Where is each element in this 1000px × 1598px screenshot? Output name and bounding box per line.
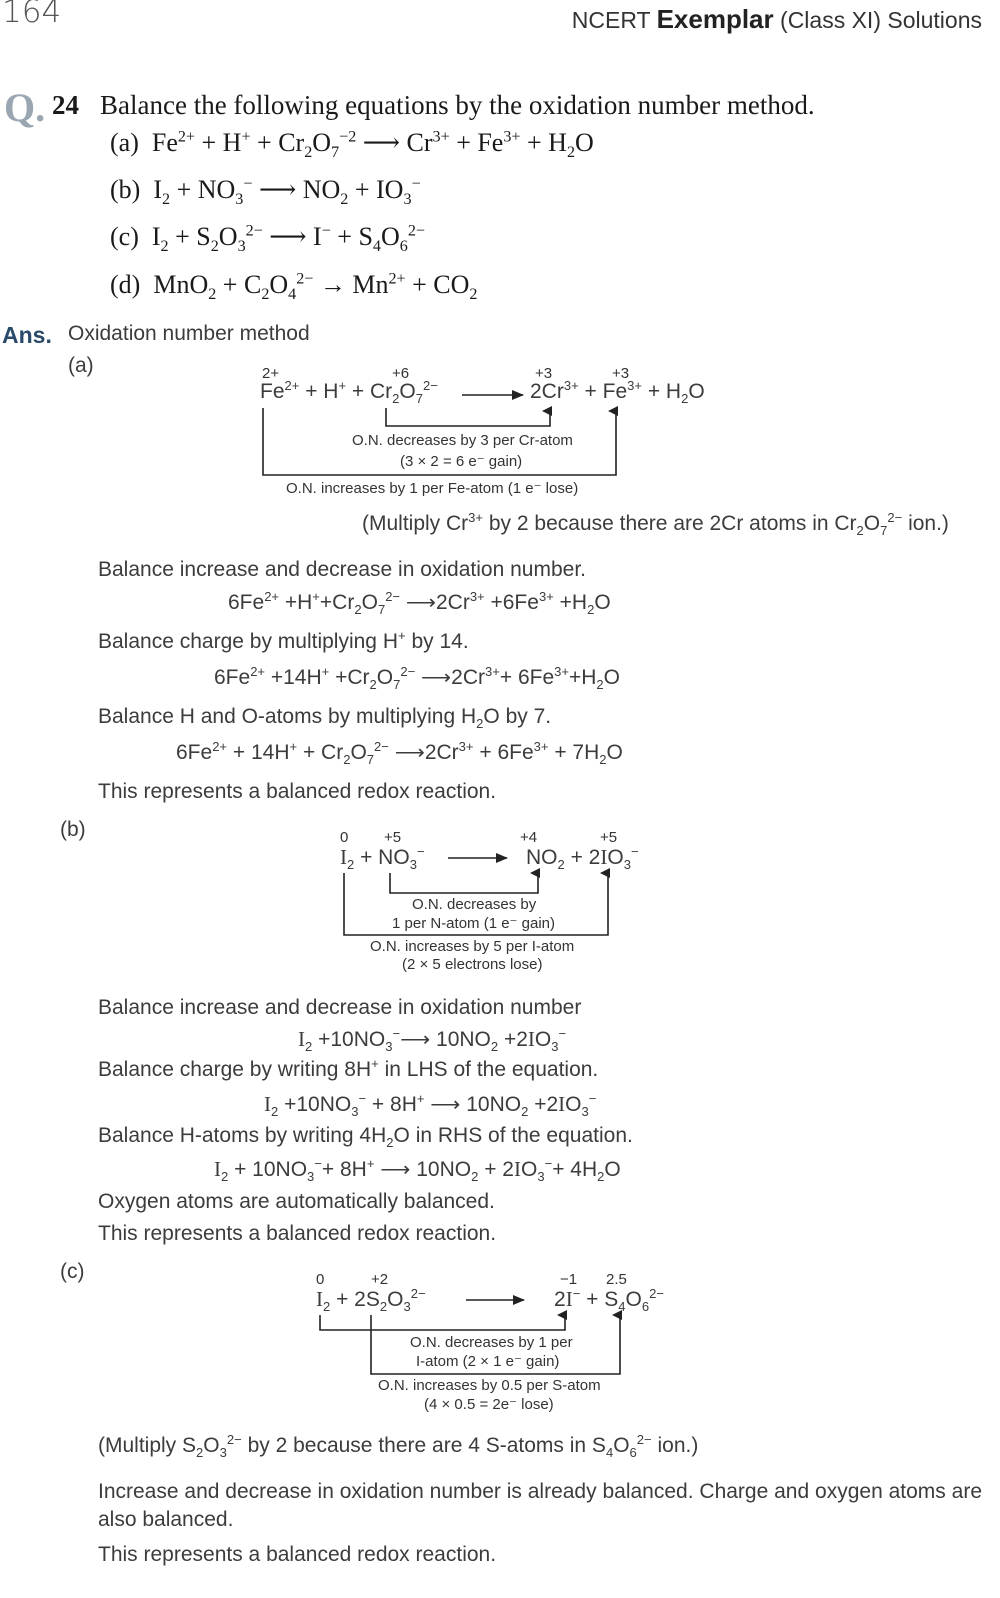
- part-a-step1: Balance increase and decrease in oxidation number.: [98, 558, 586, 581]
- on-fe-prod: +3: [612, 365, 630, 382]
- note-b-decrease-2: 1 per N-atom (1 e⁻ gain): [392, 915, 555, 932]
- on-i-prod: +5: [600, 829, 618, 846]
- part-a-step3-post: O by 7.: [483, 705, 552, 728]
- part-a-label: (a): [68, 354, 94, 377]
- diagram-b-products: $NO_2 + 2IO_3^-$: [526, 844, 639, 873]
- part-c-conclusion: This represents a balanced redox reaction.: [98, 1543, 497, 1566]
- eq-label-c: (c): [110, 222, 139, 251]
- question-text: Balance the following equations by the oxidation number method.: [100, 90, 815, 120]
- answer-intro: Oxidation number method: [68, 322, 310, 345]
- part-b-eq2: $I_2 +10NO_3^- + 8H^+$ ⟶ $10NO_2 +2IO_3^-$: [264, 1091, 597, 1120]
- equation-d: (d) $MnO_2 + C_2O_4^{2-} \to Mn^{2+} + CO_2$: [110, 270, 478, 304]
- multiply-a-pre: (Multiply Cr: [362, 512, 469, 535]
- part-a-step2-post: by 14.: [411, 630, 469, 653]
- on-s: +2: [371, 1271, 389, 1288]
- part-b-step3: Balance H-atoms by writing $4H_2O$ in RHS of the equation.: [98, 1124, 633, 1151]
- part-b-step1: Balance increase and decrease in oxidation number: [98, 996, 582, 1019]
- book-prefix: NCERT: [571, 7, 651, 33]
- part-b-conclusion: This represents a balanced redox reaction.: [98, 1222, 497, 1245]
- on-cr-prod: +3: [535, 365, 553, 382]
- part-b-oxygen-note: Oxygen atoms are automatically balanced.: [98, 1190, 495, 1213]
- part-b-step2-pre: Balance charge by writing 8H: [98, 1058, 372, 1081]
- part-a-step3-pre: Balance H and O-atoms by multiplying H: [98, 705, 477, 728]
- equation-b: (b) $I_2 + NO_3^-$ ⟶ $NO_2 + IO_3^-$: [110, 175, 421, 209]
- part-c-balanced-note: Increase and decrease in oxidation number is already balanced. Charge and oxygen atoms are also balanced.: [98, 1480, 982, 1531]
- diagram-a-products: $2Cr^{3+} + Fe^{3+} + H_2O$: [530, 378, 705, 407]
- bracket-a-fe: [263, 408, 616, 475]
- on-n: +5: [384, 829, 402, 846]
- page-number: 164: [2, 0, 62, 30]
- multiply-note-c: (Multiply $S_2O_3^{2-}$ by 2 because there are 4 S-atoms in $S_4O_6^{2-}$ ion.): [98, 1432, 699, 1461]
- multiply-a-post: ion.): [908, 512, 949, 535]
- question-marker: Q.: [4, 85, 46, 130]
- part-b-eq1: $I_2$ $+10NO_3^-⟶$ $10NO_2 +2IO_3^-$: [298, 1026, 567, 1055]
- part-b-step3-post: O in RHS of the equation.: [393, 1124, 633, 1147]
- eq-label-b: (b): [110, 175, 141, 204]
- on-i-prod-c: −1: [560, 1271, 578, 1288]
- diagram-c-products: $2I^- + S_4O_6^{2-}$: [554, 1286, 664, 1315]
- multiply-c-post: ion.): [657, 1434, 699, 1457]
- on-n-prod: +4: [520, 829, 538, 846]
- on-i: 0: [340, 829, 349, 846]
- diagram-b-reactants: $I_2 + NO_3^-$: [340, 844, 425, 873]
- note-b-increase-1: O.N. increases by 5 per I-atom: [370, 938, 575, 955]
- bracket-c-s: [371, 1315, 620, 1374]
- on-cr: +6: [392, 365, 410, 382]
- multiply-note-a: (Multiply $Cr^{3+}$ by 2 because there are 2Cr atoms in $Cr_2O_7^{2-}$ ion.): [362, 510, 949, 539]
- note-b-increase-2: (2 × 5 electrons lose): [402, 956, 543, 973]
- answer-label: Ans.: [2, 322, 52, 348]
- question-number: 24: [52, 90, 79, 120]
- part-b-label: (b): [60, 818, 86, 841]
- note-a-increase: O.N. increases by 1 per Fe-atom (1 e⁻ lose): [286, 480, 579, 497]
- part-a-step3: Balance H and O-atoms by multiplying $H_2O$ by 7.: [98, 705, 552, 732]
- part-a-eq3: $6Fe^{2+} + 14H^+ + Cr_2O_7^{2-}$ $⟶2Cr^{3+} + 6Fe^{3+} + 7H_2O$: [176, 739, 623, 768]
- part-b-step3-pre: Balance H-atoms by writing 4H: [98, 1124, 387, 1147]
- part-a-step2: Balance charge by multiplying H+ by 14.: [98, 628, 469, 653]
- eq-label-d: (d): [110, 270, 141, 299]
- book-suffix: (Class XI) Solutions: [780, 7, 982, 33]
- multiply-c-mid: by 2 because there are 4 S-atoms in S: [247, 1434, 606, 1457]
- part-a-eq2: $6Fe^{2+} +14H^+ +Cr_2O_7^{2-}$ $⟶2Cr^{3+}+ 6Fe^{3+}+H_2O$: [214, 664, 621, 693]
- note-c-decrease-1: O.N. decreases by 1 per: [410, 1334, 573, 1351]
- note-c-decrease-2: I-atom (2 × 1 e⁻ gain): [416, 1353, 560, 1370]
- part-b-step2: Balance charge by writing 8H+ in LHS of the equation.: [98, 1056, 599, 1081]
- bracket-b-n: [390, 873, 538, 893]
- part-b-eq3: $I_2 + 10NO_3^-+ 8H^+$ ⟶ $10NO_2 + 2IO_3^-+ 4H_2O$: [214, 1156, 621, 1185]
- book-bold: Exemplar: [656, 4, 774, 34]
- eq-label-a: (a): [110, 128, 139, 157]
- note-b-decrease-1: O.N. decreases by: [412, 896, 537, 913]
- part-b-step2-post: in LHS of the equation.: [384, 1058, 599, 1081]
- note-c-increase-2: (4 × 0.5 = 2e⁻ lose): [424, 1396, 554, 1413]
- part-c-label: (c): [60, 1260, 85, 1283]
- bracket-c-i: [320, 1315, 565, 1330]
- equation-c: (c) $I_2 + S_2O_3^{2-}$ ⟶ $I^- + S_4O_6^{2-}$: [110, 222, 425, 256]
- diagram-c-reactants: $I_2 + 2S_2O_3^{2-}$: [316, 1286, 426, 1315]
- part-a-conclusion: This represents a balanced redox reaction.: [98, 780, 497, 803]
- note-a-decrease-2: (3 × 2 = 6 e⁻ gain): [400, 453, 523, 470]
- note-c-increase-1: O.N. increases by 0.5 per S-atom: [378, 1377, 601, 1394]
- on-s-prod: 2.5: [606, 1271, 627, 1288]
- part-a-eq1: $6Fe^{2+} +H^++Cr_2O_7^{2-}$ $⟶2Cr^{3+} +6Fe^{3+} +H_2O$: [228, 589, 611, 618]
- part-a-step2-pre: Balance charge by multiplying H: [98, 630, 398, 653]
- multiply-a-mid: by 2 because there are 2Cr atoms in Cr: [488, 512, 857, 535]
- on-i-c: 0: [316, 1271, 325, 1288]
- diagram-a-equation: $Fe^{2+} + H^+ + Cr_2O_7^{2-}$: [260, 378, 438, 407]
- note-a-decrease-1: O.N. decreases by 3 per Cr-atom: [352, 432, 573, 449]
- bracket-b-i: [344, 873, 608, 935]
- bracket-a-cr: [386, 408, 550, 426]
- on-fe: 2+: [262, 365, 280, 382]
- multiply-c-pre: (Multiply S: [98, 1434, 197, 1457]
- equation-a: (a) $Fe^{2+} + H^+ + Cr_2O_7^{-2}$ ⟶ $Cr^{3+} + Fe^{3+} + H_2O$: [110, 128, 594, 162]
